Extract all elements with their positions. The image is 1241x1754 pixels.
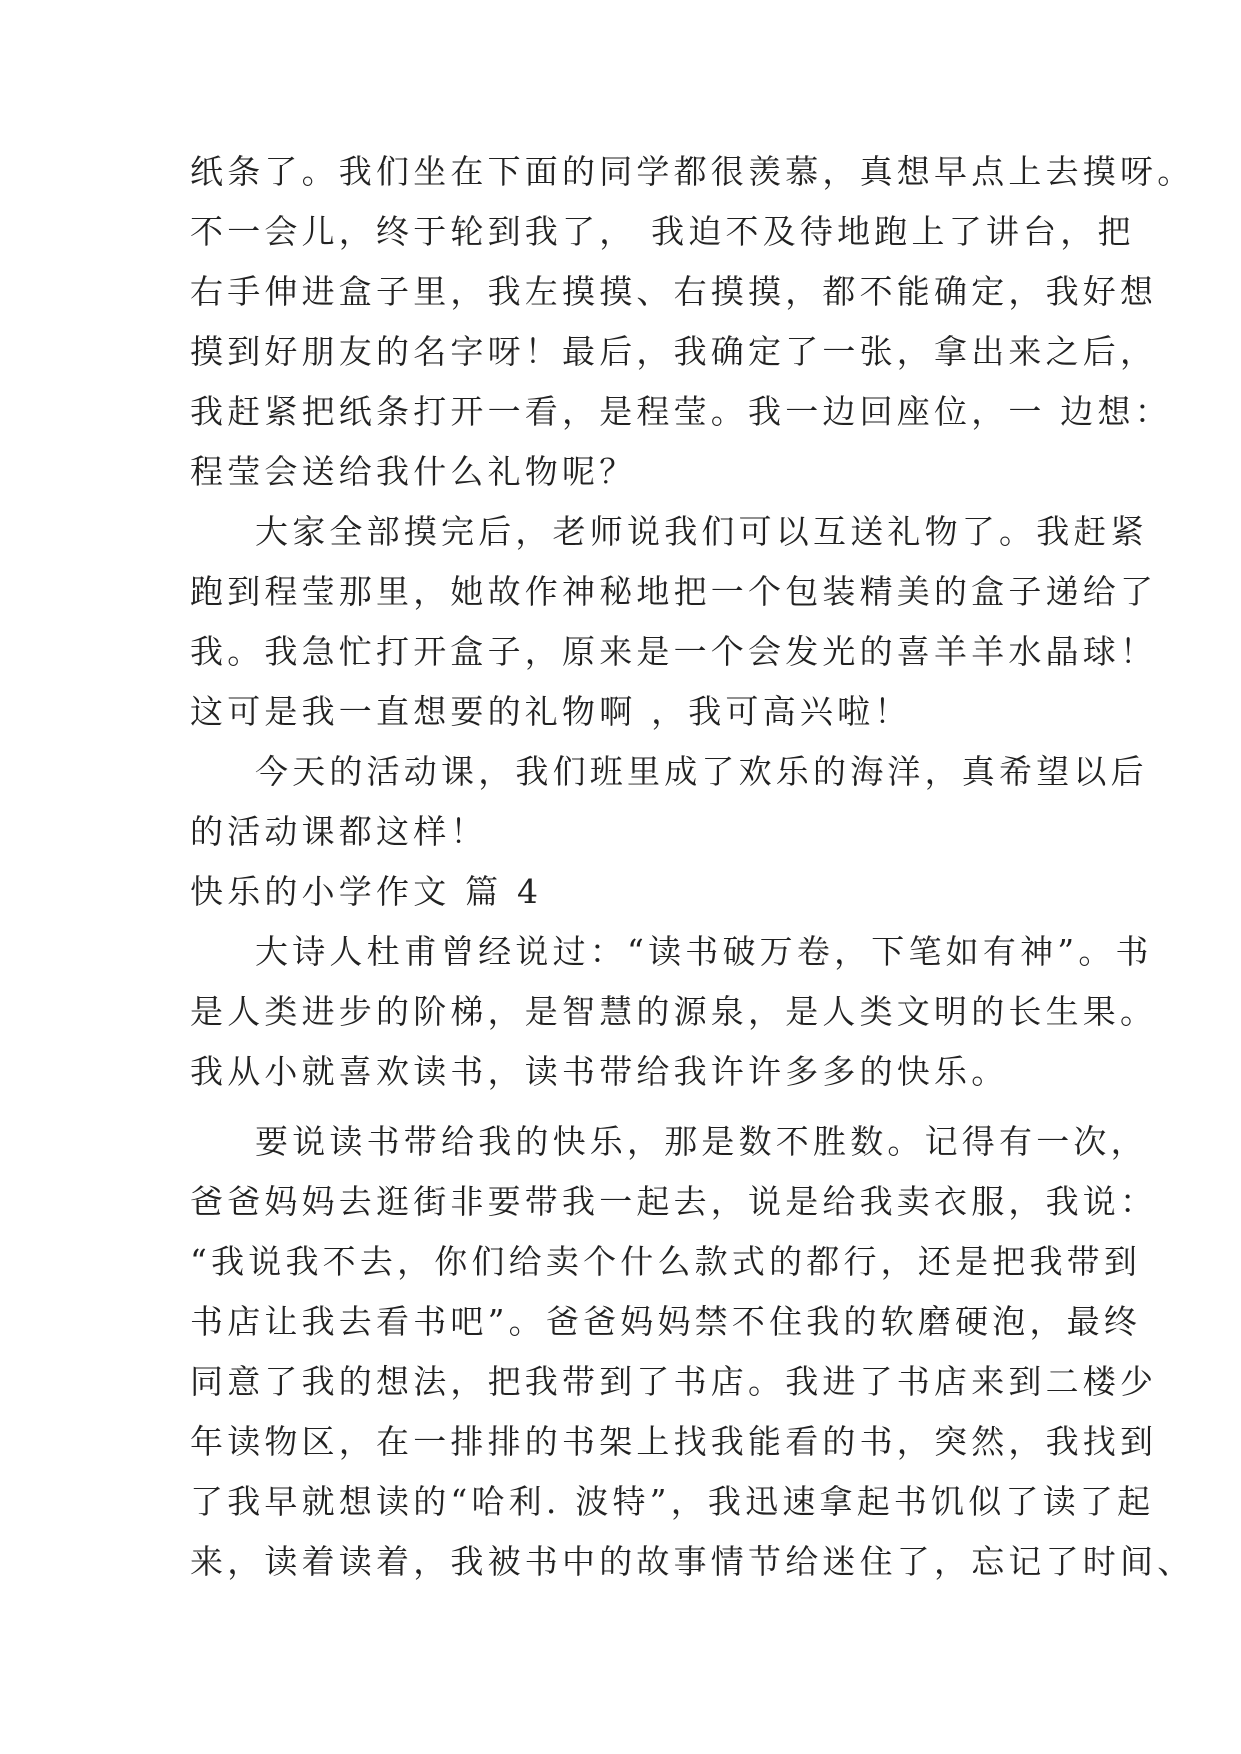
- text-line: 摸到好朋友的名字呀！最后，我确定了一张，拿出来之后，: [190, 332, 1158, 371]
- text-line: 的活动课都这样！: [190, 812, 488, 851]
- text-line: 程莹会送给我什么礼物呢？: [190, 452, 637, 491]
- text-line: 是人类进步的阶梯，是智慧的源泉，是人类文明的长生果。: [190, 992, 1158, 1031]
- paragraph-first-line: 大诗人杜甫曾经说过：“读书破万卷，下笔如有神”。书: [255, 932, 1153, 971]
- paragraph-first-line: 今天的活动课，我们班里成了欢乐的海洋，真希望以后: [255, 752, 1148, 791]
- text-line: 这可是我一直想要的礼物啊 ，我可高兴啦！: [190, 692, 912, 731]
- text-line: 书店让我去看书吧”。爸爸妈妈禁不住我的软磨硬泡，最终: [190, 1302, 1142, 1341]
- text-line: 同意了我的想法，把我带到了书店。我进了书店来到二楼少: [190, 1362, 1158, 1401]
- text-line: 爸爸妈妈去逛街非要带我一起去，说是给我卖衣服，我说：: [190, 1182, 1158, 1221]
- text-line: 年读物区，在一排排的书架上找我能看的书，突然，我找到: [190, 1422, 1158, 1461]
- paragraph-first-line: 要说读书带给我的快乐，那是数不胜数。记得有一次，: [255, 1122, 1148, 1161]
- text-line: “我说我不去，你们给卖个什么款式的都行，还是把我带到: [190, 1242, 1142, 1281]
- section-heading: 快乐的小学作文 篇 4: [190, 872, 543, 911]
- text-line: 我从小就喜欢读书，读书带给我许许多多的快乐。: [190, 1052, 1009, 1091]
- text-line: 我。我急忙打开盒子，原来是一个会发光的喜羊羊水晶球！: [190, 632, 1158, 671]
- text-line: 跑到程莹那里，她故作神秘地把一个包装精美的盒子递给了: [190, 572, 1158, 611]
- paragraph-first-line: 大家全部摸完后，老师说我们可以互送礼物了。我赶紧: [255, 512, 1148, 551]
- text-line: 不一会儿，终于轮到我了， 我迫不及待地跑上了讲台，把: [190, 212, 1135, 251]
- text-line: 纸条了。我们坐在下面的同学都很羡慕，真想早点上去摸呀。: [190, 152, 1195, 191]
- text-line: 右手伸进盒子里，我左摸摸、右摸摸，都不能确定，我好想: [190, 272, 1158, 311]
- text-line: 我赶紧把纸条打开一看，是程莹。我一边回座位，一 边想：: [190, 392, 1172, 431]
- text-line: 来，读着读着，我被书中的故事情节给迷住了，忘记了时间、: [190, 1542, 1195, 1581]
- text-line: 了我早就想读的“哈利. 波特”，我迅速拿起书饥似了读了起: [190, 1482, 1155, 1521]
